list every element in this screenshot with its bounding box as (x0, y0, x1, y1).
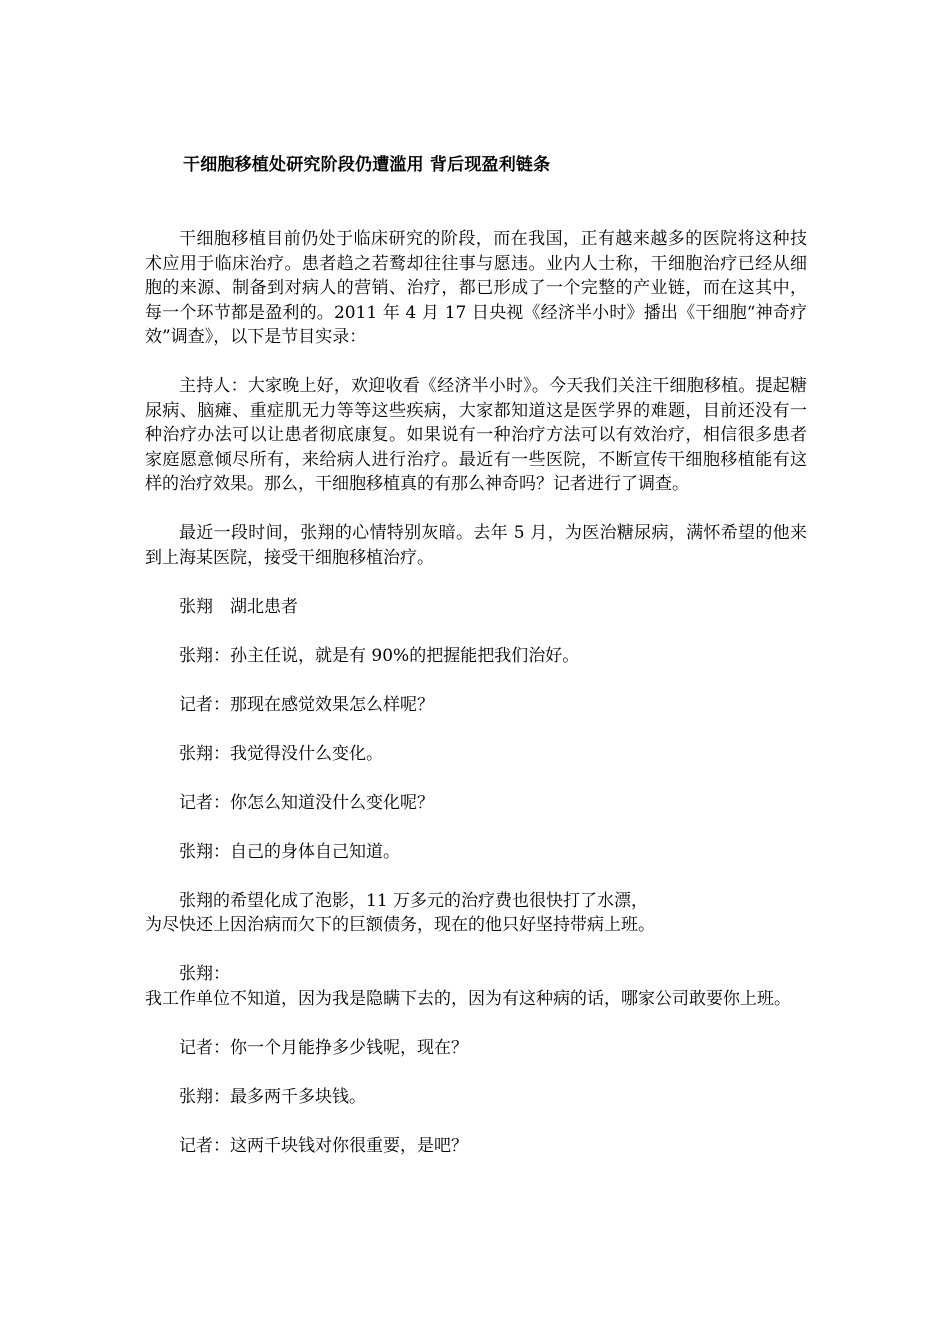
article-body (145, 227, 807, 1158)
paragraph-quote (145, 962, 807, 1011)
paragraph-gap (145, 1060, 807, 1085)
paragraph-dialogue: 记者：你一个月能挣多少钱呢，现在？ (179, 1037, 468, 1058)
paragraph-dialogue: 记者：那现在感觉效果怎么样呢？ (179, 694, 434, 715)
paragraph-line: 我工作单位不知道，因为我是隐瞒下去的，因为有这种病的话，哪家公司敢要你上班。 (145, 988, 791, 1009)
paragraph-line: 为尽快还上因治病而欠下的巨额债务，现在的他只好坚持带病上班。 (145, 915, 655, 935)
paragraph-dialogue: 张翔：我觉得没什么变化。 (179, 743, 383, 764)
paragraph-host: 主持人：大家晚上好，欢迎收看《经济半小时》。今天我们关注干细胞移植。提起糖尿病、脑瘫、重症肌无力等等这些疾病，大家都知道这是医学界的难题，目前还没有一种治疗办法可以让患者彻底康复。如果说有一种治疗方法可以有效治疗，相信很多患者家庭愿意倾尽所有，来给病人进行治疗。最近有一些医院，不断宣传干细胞移植能有这样的治疗效果。那么，干细胞移植真的有那么神奇吗？记者进行了调查。 (145, 376, 807, 494)
paragraph-narration: 最近一段时间，张翔的心情特别灰暗。去年 5 月，为医治糖尿病，满怀希望的他来到上海某医院，接受干细胞移植治疗。 (145, 523, 807, 568)
paragraph-gap (145, 938, 807, 963)
paragraph-gap (145, 497, 807, 522)
paragraph-gap (145, 815, 807, 840)
paragraph-gap (145, 864, 807, 889)
paragraph-gap (145, 766, 807, 791)
paragraph-gap (145, 619, 807, 644)
paragraph-dialogue: 张翔：最多两千多块钱。 (179, 1086, 366, 1107)
paragraph-gap (145, 668, 807, 693)
speaker-label: 张翔： (179, 964, 230, 984)
paragraph-gap (145, 1011, 807, 1036)
article-title: 干细胞移植处研究阶段仍遭滥用 背后现盈利链条 (183, 155, 551, 175)
paragraph-dialogue: 记者：这两千块钱对你很重要，是吧？ (179, 1135, 468, 1156)
paragraph-gap (145, 717, 807, 742)
paragraph-dialogue: 张翔：孙主任说，就是有 90%的把握能把我们治好。 (179, 645, 580, 666)
paragraph-dialogue: 记者：你怎么知道没什么变化呢？ (179, 792, 434, 813)
paragraph-caption: 张翔 湖北患者 (179, 596, 298, 617)
paragraph-narration-2 (145, 889, 807, 938)
paragraph-gap (145, 570, 807, 595)
paragraph-gap (145, 1109, 807, 1134)
paragraph-intro: 干细胞移植目前仍处于临床研究的阶段，而在我国，正有越来越多的医院将这种技术应用于临床治疗。患者趋之若鹜却往往事与愿违。业内人士称，干细胞治疗已经从细胞的来源、制备到对病人的营销、治疗，都已形成了一个完整的产业链，而在这其中，每一个环节都是盈利的。2011 年 4 月 17 日央视《经济半小时》播出《干细胞“神奇疗效”调查》，以下是节目实录： (145, 229, 807, 347)
paragraph-gap (145, 350, 807, 375)
paragraph-dialogue: 张翔：自己的身体自己知道。 (179, 841, 400, 862)
paragraph-line: 张翔的希望化成了泡影，11 万多元的治疗费也很快打了水漂， (179, 890, 649, 911)
